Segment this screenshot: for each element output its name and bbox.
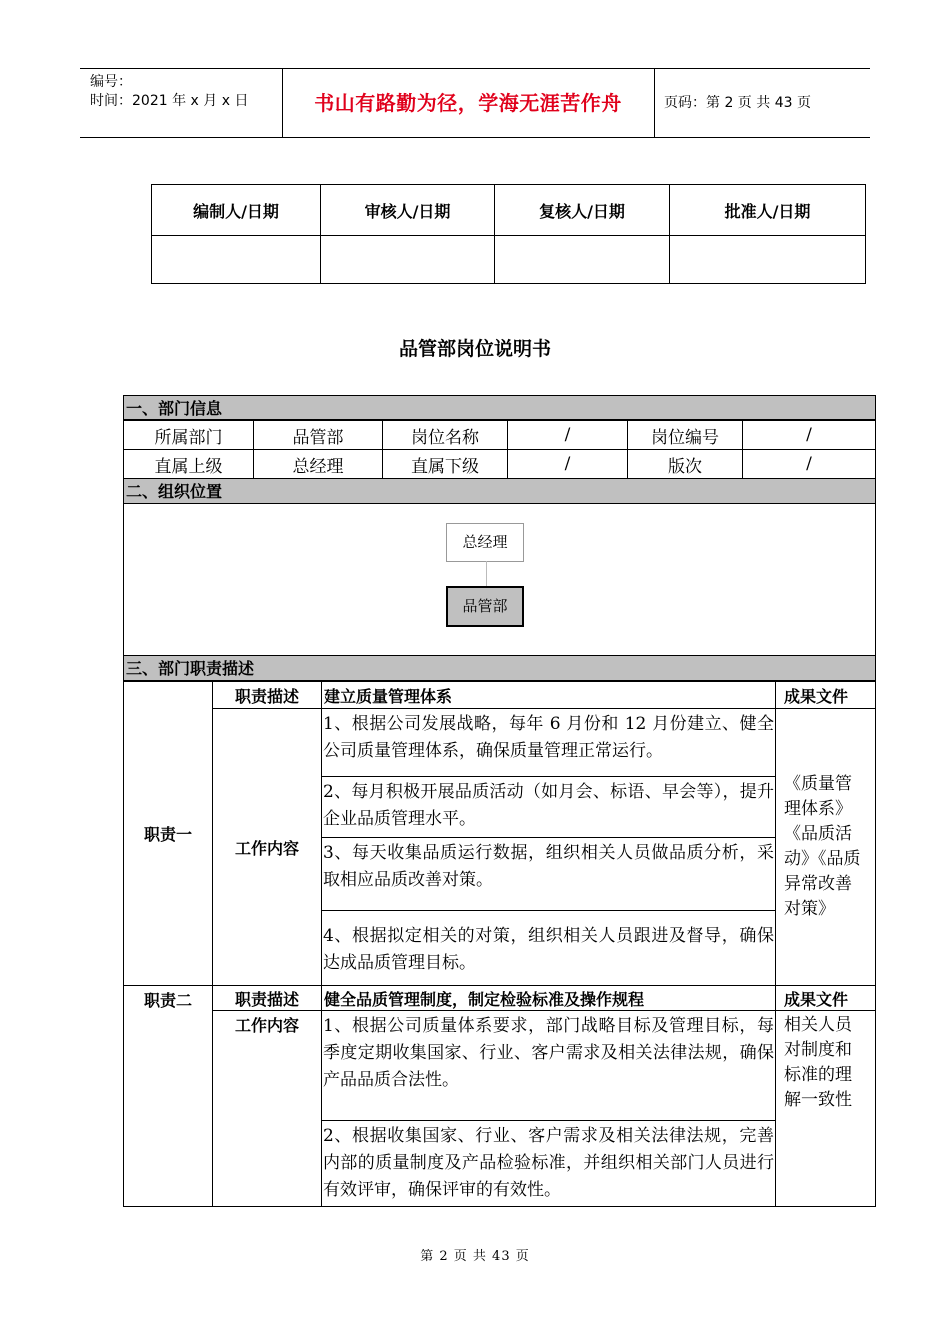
section-heading: 一、部门信息 <box>123 395 876 420</box>
duty-desc-label: 职责描述 <box>213 682 322 709</box>
work-item: 1、根据公司发展战略，每年 6 月份和 12 月份建立、健全公司质量管理体系，确保质量管理正常运行。 <box>322 709 776 777</box>
result-doc: 《质量管理体系》《品质活动》《品质异常改善对策》 <box>776 709 876 986</box>
duty-desc: 建立质量管理体系 <box>322 682 776 709</box>
org-connector <box>486 561 487 586</box>
page-footer: 第 2 页 共 43 页 <box>420 1249 530 1264</box>
job-description <box>123 395 876 1207</box>
info-label: 直属上级 <box>124 450 254 479</box>
work-item: 1、根据公司质量体系要求，部门战略目标及管理目标，每季度定期收集国家、行业、客户需求及相关法律法规，确保产品品质合法性。 <box>322 1011 776 1121</box>
header-meta <box>90 73 248 111</box>
info-label: 版次 <box>628 450 743 479</box>
result-label: 成果文件 <box>776 986 876 1011</box>
work-label: 工作内容 <box>213 1011 322 1207</box>
info-label: 岗位名称 <box>383 421 508 450</box>
info-label: 岗位编号 <box>628 421 743 450</box>
info-value: 总经理 <box>254 450 383 479</box>
document-title: 品管部岗位说明书 <box>398 338 551 360</box>
approval-cell <box>152 236 321 284</box>
duty-desc: 健全品质管理制度，制定检验标准及操作规程 <box>322 986 776 1011</box>
info-value: / <box>508 450 628 479</box>
duty-label: 职责一 <box>124 682 213 986</box>
org-chart <box>123 504 876 656</box>
approval-cell <box>321 236 495 284</box>
duty-desc-label: 职责描述 <box>213 986 322 1011</box>
work-item: 2、每月积极开展品质活动（如月会、标语、早会等），提升企业品质管理水平。 <box>322 777 776 838</box>
approval-cell <box>495 236 670 284</box>
header-page-label: 页码：第 2 页 共 43 页 <box>664 95 811 111</box>
approval-cell <box>670 236 866 284</box>
number-label: 编号： <box>90 74 132 90</box>
page-header <box>80 68 870 138</box>
approval-col-reviewer: 审核人/日期 <box>321 185 495 236</box>
info-value: / <box>508 421 628 450</box>
work-label: 工作内容 <box>213 709 322 986</box>
work-item: 4、根据拟定相关的对策，组织相关人员跟进及督导，确保达成品质管理目标。 <box>322 911 776 986</box>
dept-info-table <box>123 420 876 479</box>
section-heading: 二、组织位置 <box>123 479 876 504</box>
header-motto: 书山有路勤为径，学海无涯苦作舟 <box>314 91 622 115</box>
header-divider <box>654 69 655 137</box>
section-heading: 三、部门职责描述 <box>123 656 876 681</box>
time-label: 时间：2021 年 x 月 x 日 <box>90 93 249 109</box>
approval-col-approver: 批准人/日期 <box>670 185 866 236</box>
result-doc: 相关人员对制度和标准的理解一致性 <box>776 1011 876 1207</box>
approval-table <box>151 184 866 284</box>
duty-label: 职责二 <box>124 986 213 1207</box>
info-value: 品管部 <box>254 421 383 450</box>
info-value: / <box>743 450 876 479</box>
approval-col-preparer: 编制人/日期 <box>152 185 321 236</box>
duty-table <box>123 681 876 1207</box>
work-item: 2、根据收集国家、行业、客户需求及相关法律法规，完善内部的质量制度及产品检验标准，并组织相关部门人员进行有效评审，确保评审的有效性。 <box>322 1121 776 1207</box>
result-label: 成果文件 <box>776 682 876 709</box>
work-item: 3、每天收集品质运行数据，组织相关人员做品质分析，采取相应品质改善对策。 <box>322 838 776 911</box>
info-value: / <box>743 421 876 450</box>
info-label: 所属部门 <box>124 421 254 450</box>
org-node-general-manager: 总经理 <box>446 523 524 562</box>
info-label: 直属下级 <box>383 450 508 479</box>
approval-col-rechecker: 复核人/日期 <box>495 185 670 236</box>
org-node-quality-dept: 品管部 <box>446 586 524 627</box>
